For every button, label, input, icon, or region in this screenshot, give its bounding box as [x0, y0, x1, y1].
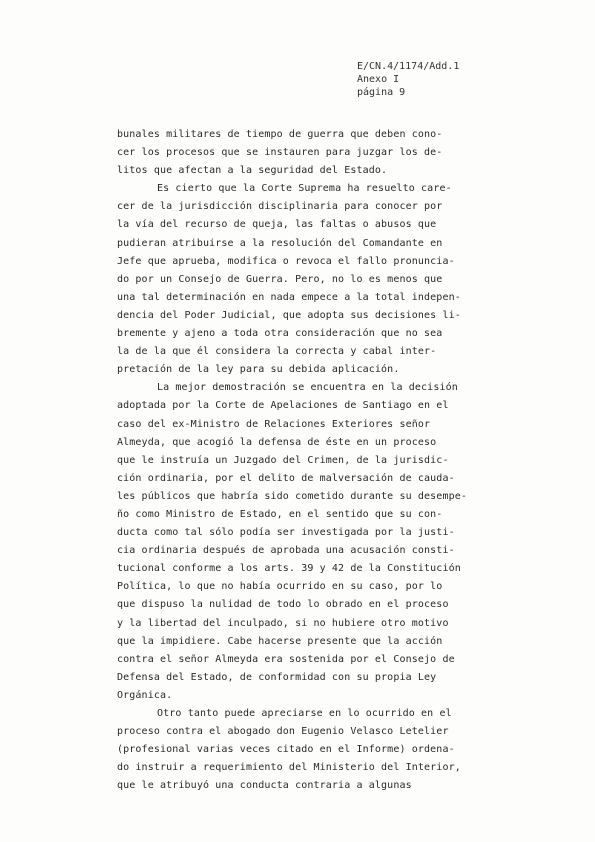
text-line: que la impidiere. Cabe hacerse presente que la acción: [117, 635, 443, 647]
document-symbol: E/CN.4/1174/Add.1: [357, 61, 460, 72]
text-line: que le atribuyó una conducta contraria a algunas: [117, 780, 412, 792]
annex-label: Anexo I: [357, 74, 400, 85]
text-line: les públicos que habría sido cometido durante su desempe-: [117, 490, 468, 502]
text-line: litos que afectan a la seguridad del Estado.: [117, 165, 388, 177]
document-reference-block: [357, 60, 459, 99]
text-line: ño como Ministro de Estado, en el sentido que su con-: [117, 508, 443, 520]
text-line: Defensa del Estado, de conformidad con su propia Ley: [117, 671, 437, 683]
text-line: bremente y ajeno a toda otra consideración que no sea: [117, 328, 443, 340]
text-line: dencia del Poder Judicial, que adopta sus decisiones li-: [117, 309, 461, 321]
text-line: bunales militares de tiempo de guerra que deben cono-: [117, 129, 443, 140]
text-line: Otro tanto puede apreciarse en lo ocurrido en el: [157, 708, 452, 719]
text-line: Política, lo que no había ocurrido en su caso, por lo: [117, 581, 443, 593]
text-line: contra el señor Almeyda era sostenida por el Consejo de: [117, 653, 455, 665]
text-line: que dispuso la nulidad de todo lo obrado en el proceso: [117, 599, 449, 611]
text-line: ción ordinaria, por el delito de malversación de cauda-: [117, 472, 455, 484]
text-line: la de la que él considera la correcta y cabal inter-: [117, 346, 437, 358]
text-line: pudieran atribuirse a la resolución del Comandante en: [117, 237, 443, 249]
text-line: do por un Consejo de Guerra. Pero, no lo es menos que: [117, 273, 443, 285]
text-line: y la libertad del inculpado, si no hubiere otro motivo: [117, 617, 449, 629]
text-line: Es cierto que la Corte Suprema ha resuelto care-: [157, 183, 452, 195]
text-line: una tal determinación en nada empece a la total indepen-: [117, 291, 461, 303]
text-line: cer de la jurisdicción disciplinaria para conocer por: [117, 201, 443, 213]
text-line: proceso contra el abogado don Eugenio Velasco Letelier: [117, 726, 449, 738]
text-line: adoptada por la Corte de Apelaciones de Santiago en el: [117, 400, 449, 412]
text-line: que le instruía un Juzgado del Crimen, de la jurisdic-: [117, 454, 449, 466]
text-line: cia ordinaria después de aprobada una acusación consti-: [117, 545, 455, 557]
text-line: caso del ex-Ministro de Relaciones Exteriores señor: [117, 418, 431, 430]
text-line: tucional conforme a los arts. 39 y 42 de la Constitución: [117, 563, 461, 575]
text-line: (profesional varias veces citado en el Informe) ordena-: [117, 744, 455, 756]
page-number: página 9: [357, 87, 406, 98]
text-line: pretación de la ley para su debida aplicación.: [117, 364, 400, 376]
text-line: la vía del recurso de queja, las faltas o abusos que: [117, 219, 437, 231]
text-line: cer los procesos que se instauren para juzgar los de-: [117, 147, 443, 159]
text-line: Orgánica.: [117, 689, 173, 701]
text-line: ducta como tal sólo podía ser investigada por la justi-: [117, 527, 455, 539]
body-text: [117, 126, 489, 795]
text-line: Jefe que aprueba, modifica o revoca el fallo pronuncia-: [117, 255, 455, 267]
text-line: do instruir a requerimiento del Ministerio del Interior,: [117, 762, 461, 774]
text-line: Almeyda, que acogió la defensa de éste en un proceso: [117, 436, 437, 448]
text-line: La mejor demostración se encuentra en la decisión: [157, 382, 458, 394]
